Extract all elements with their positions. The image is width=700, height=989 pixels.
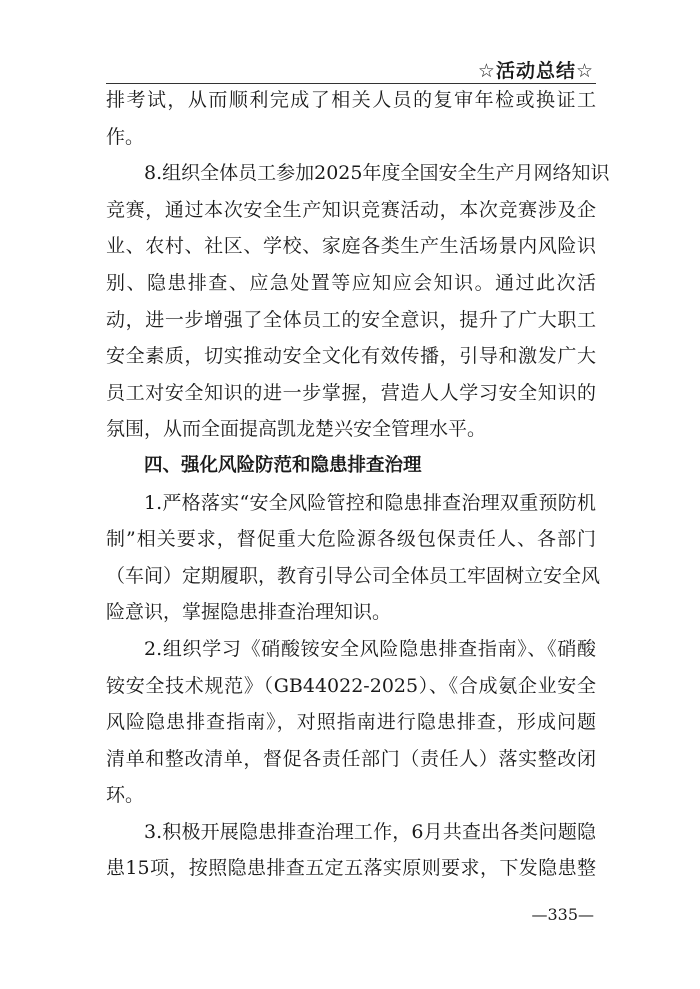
text-line: 8.组织全体员工参加2025年度全国安全生产月网络知识 xyxy=(144,162,610,185)
page-number: —335— xyxy=(531,905,594,924)
text-line: 别、隐患排查、应急处置等应知应会知识。通过此次活 xyxy=(106,271,596,294)
text-line: 安全素质，切实推动安全文化有效传播，引导和激发广大 xyxy=(106,345,596,368)
text-line: 制”相关要求，督促重大危险源各级包保责任人、各部门 xyxy=(106,528,596,551)
text-line: 险意识，掌握隐患排查治理知识。 xyxy=(106,601,392,624)
body-text xyxy=(106,82,610,887)
text-line: 氛围，从而全面提高凯龙楚兴安全管理水平。 xyxy=(106,418,487,441)
text-line: 1.严格落实“安全风险管控和隐患排查治理双重预防机 xyxy=(144,491,596,514)
text-line: 2.组织学习《硝酸铵安全风险隐患排查指南》、《硝酸 xyxy=(144,637,596,660)
header-title: ☆活动总结☆ xyxy=(477,60,594,82)
text-line: 业、农村、社区、学校、家庭各类生产生活场景内风险识 xyxy=(106,235,596,258)
text-line: 动，进一步增强了全体员工的安全意识，提升了广大职工 xyxy=(106,308,596,331)
text-line: 3.积极开展隐患排查治理工作，6月共查出各类问题隐 xyxy=(144,820,596,843)
section-heading: 四、强化风险防范和隐患排查治理 xyxy=(144,454,422,476)
text-line: 排考试，从而顺利完成了相关人员的复审年检或换证工 xyxy=(106,89,596,111)
text-line: 员工对安全知识的进一步掌握，营造人人学习安全知识的 xyxy=(106,381,596,404)
text-line: （车间）定期履职，教育引导公司全体员工牢固树立安全风 xyxy=(106,564,601,587)
text-line: 清单和整改清单，督促各责任部门（责任人）落实整改闭 xyxy=(106,747,596,770)
text-line: 作。 xyxy=(106,125,145,148)
text-line: 风险隐患排查指南》，对照指南进行隐患排查，形成问题 xyxy=(106,711,596,734)
text-line: 环。 xyxy=(106,784,145,807)
text-line: 患15项，按照隐患排查五定五落实原则要求，下发隐患整 xyxy=(106,857,596,880)
text-line: 竞赛，通过本次安全生产知识竞赛活动，本次竞赛涉及企 xyxy=(106,198,596,221)
text-line: 铵安全技术规范》（GB44022-2025）、《合成氨企业安全 xyxy=(106,674,596,697)
